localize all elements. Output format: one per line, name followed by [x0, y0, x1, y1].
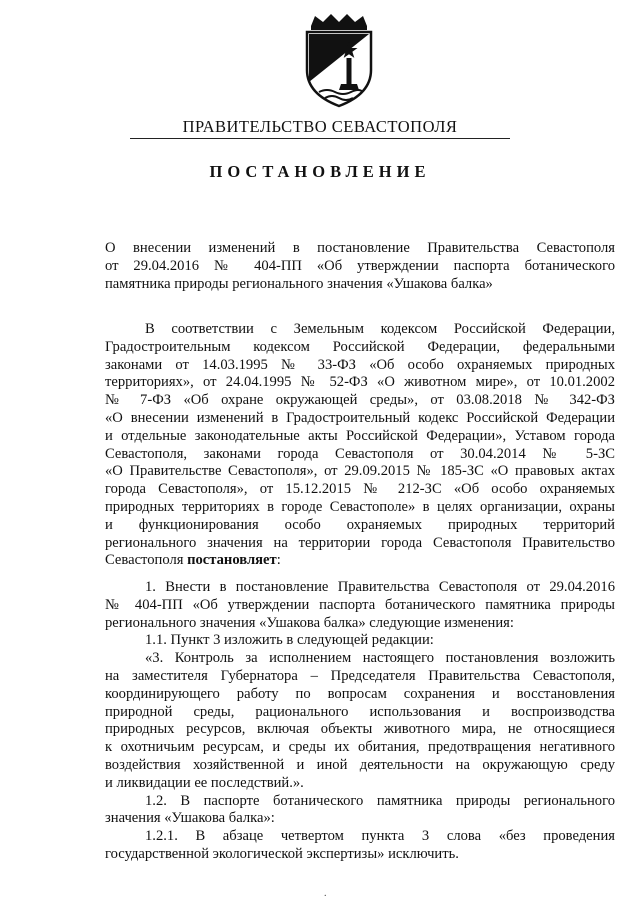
preamble-line: города Севастополя», от 15.12.2015 № 212-ЗС «Об особо охраняемых — [105, 481, 615, 498]
preamble-line: В соответствии с Земельным кодексом Российской Федерации, — [145, 321, 615, 337]
subject-line: памятника природы регионального значения «Ушакова балка» — [105, 275, 493, 292]
preamble-line: территориях», от 24.04.1995 № 52-ФЗ «О животном мире», от 10.01.2002 — [105, 374, 615, 391]
preamble-line: законами от 14.03.1995 № 33-ФЗ «Об особо охраняемых природных — [105, 356, 615, 373]
body-line: и ликвидации ее последствий.». — [105, 774, 304, 791]
body-line: к охотничьим ресурсам, и среды их обитания, предотвращения негативного — [105, 739, 615, 756]
body-line: на заместителя Губернатора – Председателя Правительства Севастополя, — [105, 667, 615, 684]
preamble-line: и отдельные законодательные акты Российской Федерации», Уставом города — [105, 427, 615, 444]
preamble-final-text: Севастополя — [105, 552, 188, 569]
body-line: воздействия хозяйственной и иной деятельности на окружающую среду — [105, 756, 615, 773]
body-line: природных ресурсов, включая объекты животного мира, не относящиеся — [105, 721, 615, 738]
preamble-line: № 7-ФЗ «Об охране окружающей среды», от 03.08.2018 № 342-ФЗ — [105, 392, 615, 409]
document-subject — [105, 240, 615, 293]
header-divider — [130, 138, 510, 139]
subject-line: О внесении изменений в постановление Правительства Севастополя — [105, 240, 615, 256]
body-line: № 404-ПП «Об утверждении паспорта ботанического памятника природы — [105, 596, 615, 613]
preamble-line: «О Правительстве Севастополя», от 29.09.2015 № 185-ЗС «О правовых актах — [105, 463, 615, 480]
body-line: 1.1. Пункт 3 изложить в следующей редакции: — [145, 632, 434, 649]
body-line: значения «Ушакова балка»: — [105, 810, 275, 827]
preamble-final-colon: : — [276, 552, 281, 569]
resolution-body — [105, 579, 615, 864]
preamble-line: Севастополя, законами города Севастополя от 30.04.2014 № 5-ЗС — [105, 445, 615, 462]
body-line: регионального значения «Ушакова балка» следующие изменения: — [105, 614, 514, 631]
subject-line: от 29.04.2016 № 404-ПП «Об утверждении паспорта ботанического — [105, 257, 615, 274]
body-line: координирующего работу по вопросам сохранения и восстановления — [105, 685, 615, 702]
preamble-line: Градостроительным кодексом Российской Федерации, федеральными — [105, 338, 615, 355]
preamble-final-line — [105, 552, 615, 570]
body-line: государственной экологической экспертизы» исключить. — [105, 845, 459, 862]
body-line: 1. Внести в постановление Правительства Севастополя от 29.04.2016 — [145, 579, 615, 595]
preamble-paragraph — [105, 321, 615, 570]
document-type-title: ПОСТАНОВЛЕНИЕ — [209, 162, 431, 181]
preamble-line: природных территориях в городе Севастополе» в целях организации, охраны — [105, 498, 615, 515]
body-line: 1.2.1. В абзаце четвертом пункта 3 слова «без проведения — [145, 828, 615, 845]
body-line: природной среды, рационального использования и воспроизводства — [105, 703, 615, 720]
body-line: 1.2. В паспорте ботанического памятника природы регионального — [145, 792, 615, 809]
preamble-line: и функционирования особо охраняемых природных территорий — [105, 516, 615, 533]
preamble-line: регионального значения на территории города Севастополя Правительство — [105, 534, 615, 551]
sevastopol-coat-of-arms-icon — [297, 12, 381, 108]
body-line: «3. Контроль за исполнением настоящего постановления возложить — [145, 650, 615, 667]
government-name: ПРАВИТЕЛЬСТВО СЕВАСТОПОЛЯ — [182, 117, 458, 136]
resolution-keyword: постановляет — [187, 552, 277, 569]
preamble-line: «О внесении изменений в Градостроительный кодекс Российской Федерации — [105, 409, 615, 426]
page-footer-mark: . — [324, 888, 327, 899]
